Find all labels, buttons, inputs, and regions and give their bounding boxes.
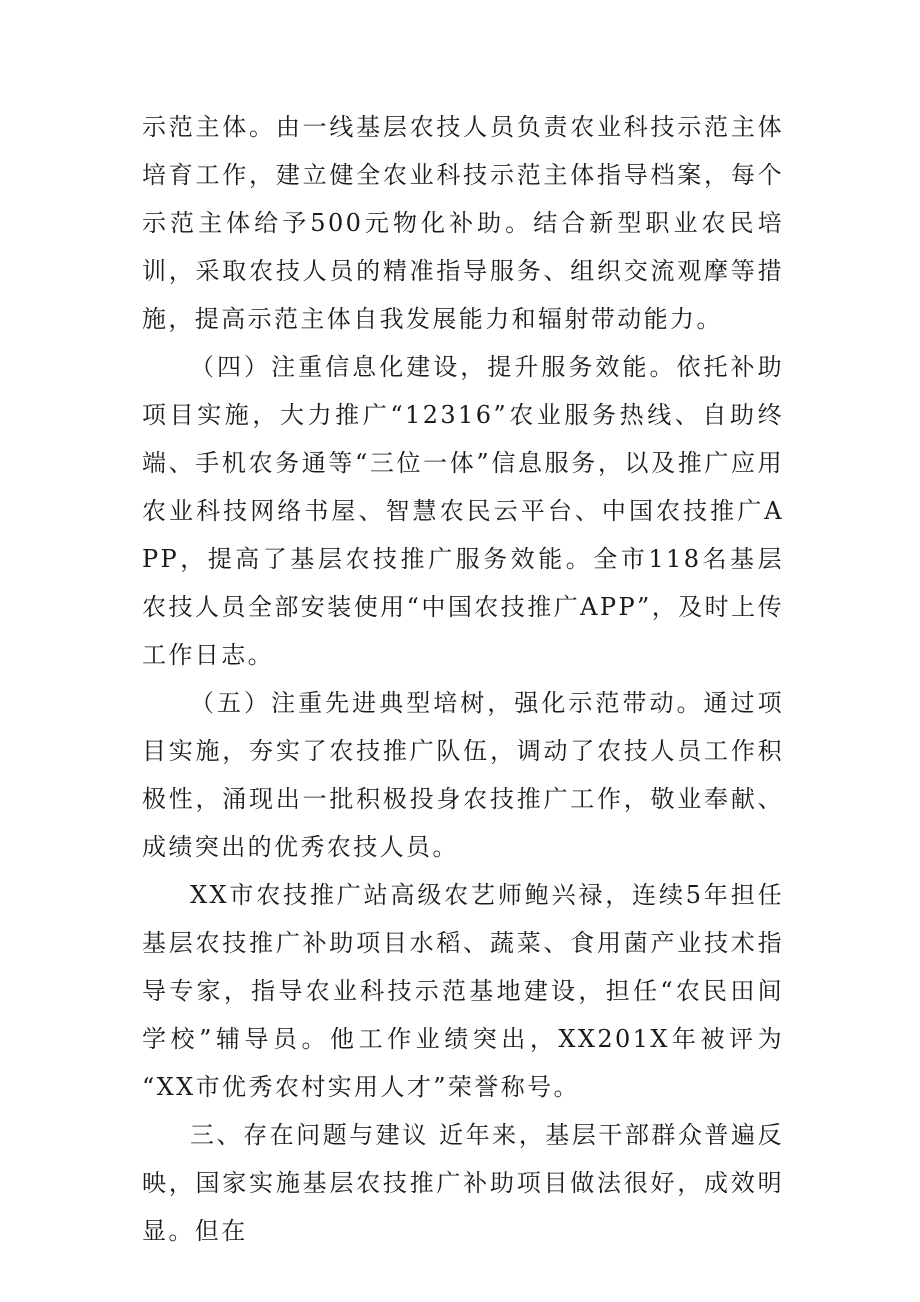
paragraph-demonstration-subjects: 示范主体。由一线基层农技人员负责农业科技示范主体培育工作，建立健全农业科技示范主体指导档案，每个示范主体给予500元物化补助。结合新型职业农民培训，采取农技人员的精准指导服务、组织交流观摩等措施，提高示范主体自我发展能力和辐射带动能力。 bbox=[142, 113, 784, 333]
paragraph-informatization: （四）注重信息化建设，提升服务效能。依托补助项目实施，大力推广“12316”农业服务热线、自助终端、手机农务通等“三位一体”信息服务，以及推广应用农业科技网络书屋、智慧农民云平台、中国农技推广APP，提高了基层农技推广服务效能。全市118名基层农技人员全部安装使用“中国农技推广APP”，及时上传工作日志。 bbox=[142, 353, 784, 669]
paragraph-problems-and-suggestions: 三、存在问题与建议 近年来，基层干部群众普遍反映，国家实施基层农技推广补助项目做法很好，成效明显。但在 bbox=[142, 1121, 784, 1245]
paragraph-exemplary-agronomist: XX市农技推广站高级农艺师鲍兴禄，连续5年担任基层农技推广补助项目水稻、蔬菜、食用菌产业技术指导专家，指导农业科技示范基地建设，担任“农民田间学校”辅导员。他工作业绩突出，XX201X年被评为 “XX市优秀农村实用人才”荣誉称号。 bbox=[142, 881, 784, 1101]
paragraph-model-cultivation: （五）注重先进典型培树，强化示范带动。通过项目实施，夯实了农技推广队伍，调动了农技人员工作积极性，涌现出一批积极投身农技推广工作，敬业奉献、成绩突出的优秀农技人员。 bbox=[142, 689, 784, 861]
document-body bbox=[142, 103, 784, 1255]
